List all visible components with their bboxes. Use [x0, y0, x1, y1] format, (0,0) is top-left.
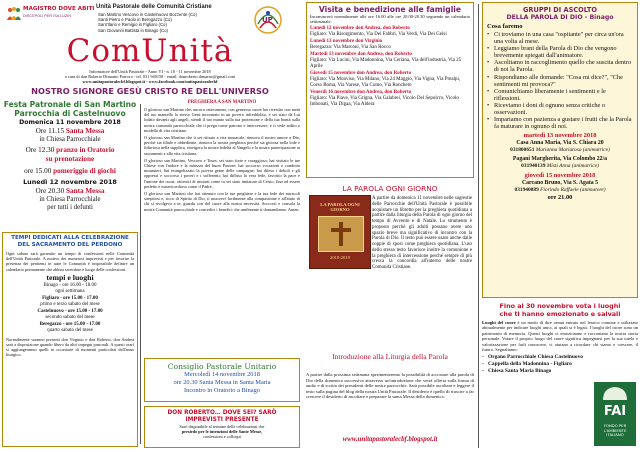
don-roberto-box: [144, 406, 300, 448]
bullet-2-text: Leggiamo brani della Parola di Dio che vengono brevemente spiegati dall'animatore.: [494, 45, 617, 60]
meet1-host: Marianna Mariarosa (animatrice): [535, 147, 610, 154]
monday-date: Lunedì 12 novembre 2018: [23, 178, 117, 186]
council-box: [144, 358, 300, 402]
bullet-4: [487, 74, 633, 88]
binago-time: Binago - ore 16.00 - 18.00: [43, 282, 97, 288]
festa-title: [2, 100, 138, 118]
logo-line2: DISCEPOLI PER ISA LUZIN: [23, 14, 72, 18]
forgiveness-title: TEMPI DEDICATI ALLA CELEBRAZIONE DEL SACRAMENTO DEL PERDONO: [11, 235, 129, 248]
people-logo-icon: [6, 6, 22, 22]
don-text-1: Sarò disponibile al termine delle celebrazioni che: [179, 424, 265, 429]
meet3-time: ore 21.00: [547, 194, 573, 202]
monday-mass-line: [2, 187, 138, 196]
lunch-sub: su prenotazione: [45, 155, 95, 163]
unity-name: Unità Pastorale delle Comunità Cristiane: [96, 4, 212, 10]
lunch-line: [2, 146, 138, 155]
bullet-marker: •: [487, 59, 490, 67]
fai-text: [482, 320, 638, 352]
meet3-phone: 031940889: [514, 187, 539, 194]
fai-lead: Luoghi del cuore: [482, 320, 516, 325]
groups-box: [482, 2, 638, 298]
visit-2: [310, 39, 470, 51]
fai-item-3-text: Chiesa Santa Maria Binago: [488, 367, 552, 374]
fai-logo-sub: FONDO PER L'AMBIENTE ITALIANO: [603, 423, 627, 438]
prayer-title: PREGHIERA A SAN MARTINO: [187, 100, 257, 105]
groups-title-2: DELLA PAROLA DI DIO - Binago: [506, 14, 614, 21]
bullet-6: [487, 102, 633, 116]
closing-text: Normalmente saranno presenti don Virginio e don Roberto, don Andrea sarà a disposizione quando libero da altri impegni pastorali. A questi orari si aggiungeranno quelli in occasione di momenti particolari dell'anno liturgico.: [6, 336, 134, 358]
cosa-faremo: Cosa faremo: [487, 23, 523, 30]
column-1: [2, 100, 138, 448]
don-text-2: presiedo per le intenzioni delle Sante Messe,: [181, 429, 263, 435]
don-title: DON ROBERTO… DOVE SEI? SARÒ: [167, 410, 277, 416]
fai-logo-text: FAI: [603, 404, 627, 419]
intro-title: Introduzione alla Liturgia della Parola: [332, 352, 448, 361]
parish-2: Santi Pietro e Paolo in Beregazzo (Co): [98, 17, 172, 23]
mass-place: in Chiesa Parrocchiale: [39, 136, 101, 143]
fai-section: [482, 302, 638, 450]
masthead-title: ComUnità: [66, 33, 234, 69]
prayer-p3: O glorioso san Martino, Vescovo e Tours, sei stato forte e coraggioso; hai visitato le tue Chiese con l'ardore e la mitezza del buon Pastore; hai soccorso vocazioni e condotto monasteri, hai evangelizzato la povera gente delle campagne; hai difeso i deboli e gli oppressi e soccorso i poveri e i sofferenti; hai diffuso la vera fede, favorito la pace e l'unione dei cuori; ottienici di imitarti come tu sei stato imitatore di Cristo, fino ad essere perfetto e misericordioso come il Padre.: [144, 157, 300, 189]
fai-body: è un modo di dire ormai entrato nel lessico comune e utilizzato abitualmente per indicare luoghi unici, ai quali si è legati. I luoghi del cuore sono un patrimonio di memoria. Questi luoghi ci emozionano e raccontano la nostra storia personale. Votare il proprio luogo del cuore significa impegnarsi per la sua tutela e valorizzazione per farli conoscere, ci aiutano a ricordare chi siamo e crescere, il futuro. Segnaliamo:: [482, 320, 639, 353]
book-cover-year: 2018-2019: [330, 255, 350, 260]
fai-title-1: Fino al 30 novembre vota i luoghi: [499, 302, 621, 310]
don-sub: IMPREVISTI PRESENTE: [185, 417, 259, 423]
book-cover: [309, 195, 371, 269]
meet2-place: Pagani Margherita, Via Colombo 22/a: [512, 156, 608, 163]
visit-2-header: Lunedì 13 novembre don Virginio: [310, 38, 383, 44]
parish-list: [98, 12, 238, 33]
prayer-p1: O glorioso san Martino che, ancora catecumeno, con generoso cuore hai rivestito con metà del tuo mantello lo stesso Gesù incontrato in un povero infreddolito, e sei stato da Lui lodato davanti agli angeli, stendi il tuo manto sulla tua protezione e della tua bontà sulla nostra comunità parrocchiale che ti prega come patrono e intercessore, e ti vede ardito e modello di vita cristiana.: [144, 107, 300, 133]
council-place: Incontro in Oratorio a Binago: [184, 387, 260, 394]
sunday-date: Domenica 11 novembre 2018: [19, 119, 121, 126]
visit-1: [310, 26, 470, 38]
visit-4-places: Figliaro: Via Monviso, Via Milano, Via 24 Maggio, Via Vigna, Via Prealpi, Corso Roma, Via Varese, Via Como, Via Roncheto: [310, 76, 461, 88]
visit-1-header: Lunedì 12 novembre don Andrea, don Roberto: [310, 25, 410, 31]
afternoon-time: ore 15.00: [24, 167, 54, 175]
fai-title-2: che ti hanno emozionato e salvali: [499, 310, 621, 318]
bullet-marker: •: [487, 31, 490, 38]
festa-title-line2: Parrocchia di Castelnuovo: [14, 109, 126, 118]
visit-5-places: Figliaro: Via Piave, Via Grigna, Via Galabrei, Vicolo Del Sepolcro, Vicolo Imbonati, Via Digaa, Via Aldera: [310, 95, 459, 107]
afternoon-label: pomeriggio di giochi: [53, 167, 116, 175]
schedule: [6, 283, 134, 335]
monday-mass-time: Ore 20.30: [35, 187, 66, 195]
magistro-logo: [6, 5, 95, 23]
don-text-3: confessioni e colloqui: [203, 434, 241, 440]
parish-4: San Giovanni Battista in Binago (Co): [98, 27, 168, 33]
bullet-marker: •: [487, 116, 490, 124]
figliaro-sub: primo e terzo sabato del mese: [40, 302, 100, 308]
bullet-3-text: Ascoltiamo in raccoglimento quello che suscita dentro di noi la Parola.: [494, 59, 632, 74]
visit-1-places: Figliaro: Via Risorgimento, Via Dei Fabbri, Via Verdi, Via Dei Gelsi: [310, 31, 447, 37]
book-cover-title: LA PAROLA OGNI GIORNO: [320, 202, 360, 213]
visit-3-places: Figliaro: Via Lucini, Via Madonnina, Via Ceriana, Via dell'industria, Via 25 Aprile: [310, 57, 462, 69]
fai-item-3: [482, 368, 590, 375]
fai-leaf-icon: [594, 384, 636, 404]
fai-item-2-text: Cappella della Madonnina - Figliaro: [488, 361, 572, 368]
meet3-host: Fiorindo Raffaele (animatore): [540, 187, 606, 194]
book-cover-image: [318, 216, 364, 252]
fai-list: [482, 354, 590, 374]
groups-title-1: GRUPPI DI ASCOLTO: [523, 6, 597, 14]
bullet-marker: •: [487, 45, 490, 53]
info-line: Informatore dell'Unità Pastorale - Anno VI - n. 10 - 11 novembre 2018: [89, 69, 211, 74]
monday-for: per tutti i defunti: [47, 204, 93, 211]
meet2-phone: 031940139: [521, 163, 546, 170]
lunch-time: Ore 12.30: [25, 146, 57, 154]
meet1-place: Casa Anna Maria, Via S. Chiara 20: [516, 140, 604, 147]
mass-label: Santa Messa: [65, 127, 105, 135]
bullet-5: [487, 88, 633, 102]
meet1-date: martedì 13 novembre 2018: [523, 132, 597, 140]
bullet-marker: •: [487, 87, 490, 95]
word-text: A partire da domenica 11 novembre nelle sagrestie delle Parrocchie dell'Unità Pastorale è possibile acquistare un libretto per la preghiera quotidiana a partire dalla liturgia della Parola di ogni giorno del tempo di Avvento e di Natale. Lo strumento è proposto perché gli adulti possano avere uno spazio breve ma significativo di incontro con la Parola di Dio. Il testo può essere usato anche dalle coppie di sposi come preghiera quotidiana. L'uso dello stesso testo favorisce inoltre la comunione e la preghiera di intercessione perché sempre di più cresca la concordia all'interno delle nostre Comunità Cristiane.: [372, 196, 472, 270]
parish-1: San Martino Vescovo in Castelnuovo Bozzente (Co): [98, 12, 197, 17]
web-line[interactable]: www.unitapastoralecbf.blogspot.it - www.facebook.com/unitapastoralecbf: [82, 79, 218, 84]
bullet-5-text: Comunichiamo liberamente i sentimenti e le riflessioni.: [494, 87, 606, 102]
figliaro-time: Figliaro - ore 15.00 - 17.00: [42, 296, 98, 301]
intro-text: A partire dalla prossima settimana sperimenteremo la possibilità di accostare alla parola di Dio della domenica successiva attraverso un'introduzione che verrà offerta sulla forma di audio e di scritto dei presidenti delle nostre parrocchie. Sarà possibile ascoltare e leggere il testo sulla pagina del blog della nostra Unità Pastorale. Il desiderio è quello di riuscire a far crescere il desiderio di ascoltare e preparare la santa Messa della domenica.: [306, 372, 474, 399]
forgiveness-box: [2, 232, 138, 447]
visit-5-header: Venerdì 16 novembre don Andrea, don Roberto: [310, 89, 412, 95]
prayer-p2: O glorioso san Martino che ti sei ritirato a vita monacale, rinnova il nostro amore a Dio, perché sia filiale e obbediente, rinnova la nostra preghiera perché sia gioiosa nella lode e fiduciosa nella supplica, rinvigora la nostra fedeltà al Vangelo e la nostra partecipazione ai sacramenti e alla vita cristiana.: [144, 135, 300, 156]
parish-3: Sant'Ilario e Remigio in Figliaro (Co): [98, 22, 167, 28]
lunch-label: pranzo in Oratorio: [56, 146, 115, 154]
meet1-phone: 031800651: [510, 147, 535, 154]
fai-item-marker: -: [482, 354, 484, 361]
festa-title-line1: Festa Patronale di San Martino: [3, 100, 137, 109]
bullet-7: [487, 116, 633, 130]
logo-line1: MAGISTRO DOVE ABITI: [23, 6, 95, 12]
castelnuovo-time: Castelnuovo - ore 15.00 - 17.00: [37, 309, 103, 315]
visits-intro: Incomincerò normalmente alle ore 16.00 alle ore 20.00-20.30 seguendo un calendario settimanale.: [310, 14, 470, 25]
visit-2-places: Beregazzo: Via Marconi, Via San Rocco: [310, 44, 391, 50]
forgiveness-text: Ogni sabato sarà garantito un tempo di confessioni nelle Comunità dell'Unità Pastorale. A motivo dei numerosi imprevisti e per favorire la presenza dei penitenti in tutte le Comunità è impossibile definire un calendario permanente che abbini sacerdote e luogo delle confessioni.: [6, 251, 134, 272]
bullet-marker: •: [487, 73, 490, 81]
visits-title: Visita e benedizione alle famiglie: [318, 5, 462, 14]
monday-mass-label: Santa Messa: [66, 187, 105, 195]
fai-item-marker: -: [482, 367, 484, 374]
bullet-2: [487, 45, 633, 59]
fai-item-1: [482, 354, 590, 361]
masthead: [0, 0, 300, 100]
fai-item-1-text: Organo Parrocchiale Chiesa Castelnuovo: [488, 354, 583, 361]
beregazzo-sub: quarto sabato del mese: [47, 328, 93, 334]
visit-5: [310, 90, 470, 108]
column-divider-3: [478, 4, 479, 448]
times-title: tempi e luoghi: [46, 272, 94, 282]
meet2-contact: [487, 163, 633, 170]
bullet-7-text: Impariamo con pazienza a gustare i frutti che la Parola fa maturare in ognuno di noi.: [494, 116, 632, 131]
visit-3: [310, 52, 470, 70]
meet1-contact: [487, 147, 633, 154]
meet2-host: Misti Anna (animatrice): [546, 163, 599, 170]
castelnuovo-sub: secondo sabato del mese: [45, 315, 95, 321]
mass-line: [2, 127, 138, 136]
column-3: [306, 0, 474, 452]
fai-logo: [594, 382, 636, 446]
afternoon-line: [2, 166, 138, 176]
column-4: [482, 0, 638, 452]
bullet-6-text: Riceviamo i doni di ognuno senza critiche o osservazioni.: [494, 101, 606, 117]
council-date: Mercoledì 14 novembre 2018: [184, 371, 260, 378]
groups-bullets: [487, 31, 633, 130]
monday-place: in Chiesa Parrocchiale: [39, 196, 101, 203]
visit-4-header: Giovedì 15 novembre don Andrea, don Roberto: [310, 70, 412, 76]
council-time: ore 20.30 Santa Messa in Santa Maria: [173, 379, 271, 386]
masthead-banner: NOSTRO SIGNORE GESÙ CRISTO RE DELL'UNIVERSO: [31, 86, 269, 96]
cross-icon: [319, 217, 363, 251]
beregazzo-time: Beregazzo - ore 15.00 - 17.00: [39, 322, 101, 328]
word-title: LA PAROLA OGNI GIORNO: [342, 184, 438, 193]
bullet-1: [487, 31, 633, 45]
meet3-contact: [487, 187, 633, 194]
bullet-4-text: Rispondiamo alle domande: "Cosa mi dice?", "Che sentimenti mi provoca?": [494, 73, 623, 88]
right-logo: [248, 4, 288, 36]
council-title: Consiglio Pastorale Unitario: [167, 362, 277, 371]
meet3-date: giovedì 15 novembre 2018: [524, 172, 596, 180]
column-divider-1: [140, 104, 141, 444]
care-line: a cura di don Roberto Dimarno Parroco - tel. 031 940158 - email: donroberto.dimarno@gmail.com: [64, 74, 236, 79]
bullet-3: [487, 59, 633, 73]
binago-sub: ogni settimana: [55, 288, 85, 294]
bullet-marker: •: [487, 101, 490, 109]
column-2: [144, 100, 300, 450]
fai-item-marker: -: [482, 361, 484, 368]
visit-3-header: Martedì 13 novembre don Andrea, don Roberto: [310, 51, 412, 57]
mass-time: Ore 11.15: [35, 127, 66, 135]
bullet-1-text: Ci troviamo in una casa "ospitante" per circa un'ora una volta al mese.: [494, 31, 624, 46]
blog-link[interactable]: www.unitapastoralecbf.blogspot.it: [342, 436, 438, 443]
fai-item-2: [482, 361, 590, 368]
visit-4: [310, 71, 470, 89]
visits-box: [306, 2, 474, 178]
prayer-p4: O glorioso san Martino che hai ottenuto con le tue preghiere e la tua fede dei miracoli strepitosi e, ricco di Spirito di Dio, ti muovevi facilmente alla compassione e all'aiuto di chi si rivolgeva a te, guarda con dol cuore alla nostra necessità. Soccorri e consola la nostra Comunità parrocchiale e concedici i benefici che umilmente ti domandiamo. Amen.: [144, 191, 300, 212]
right-logo-text: UP: [262, 16, 273, 24]
meet3-place: Carcano Bruno, Via S. Agata 5: [521, 180, 599, 187]
